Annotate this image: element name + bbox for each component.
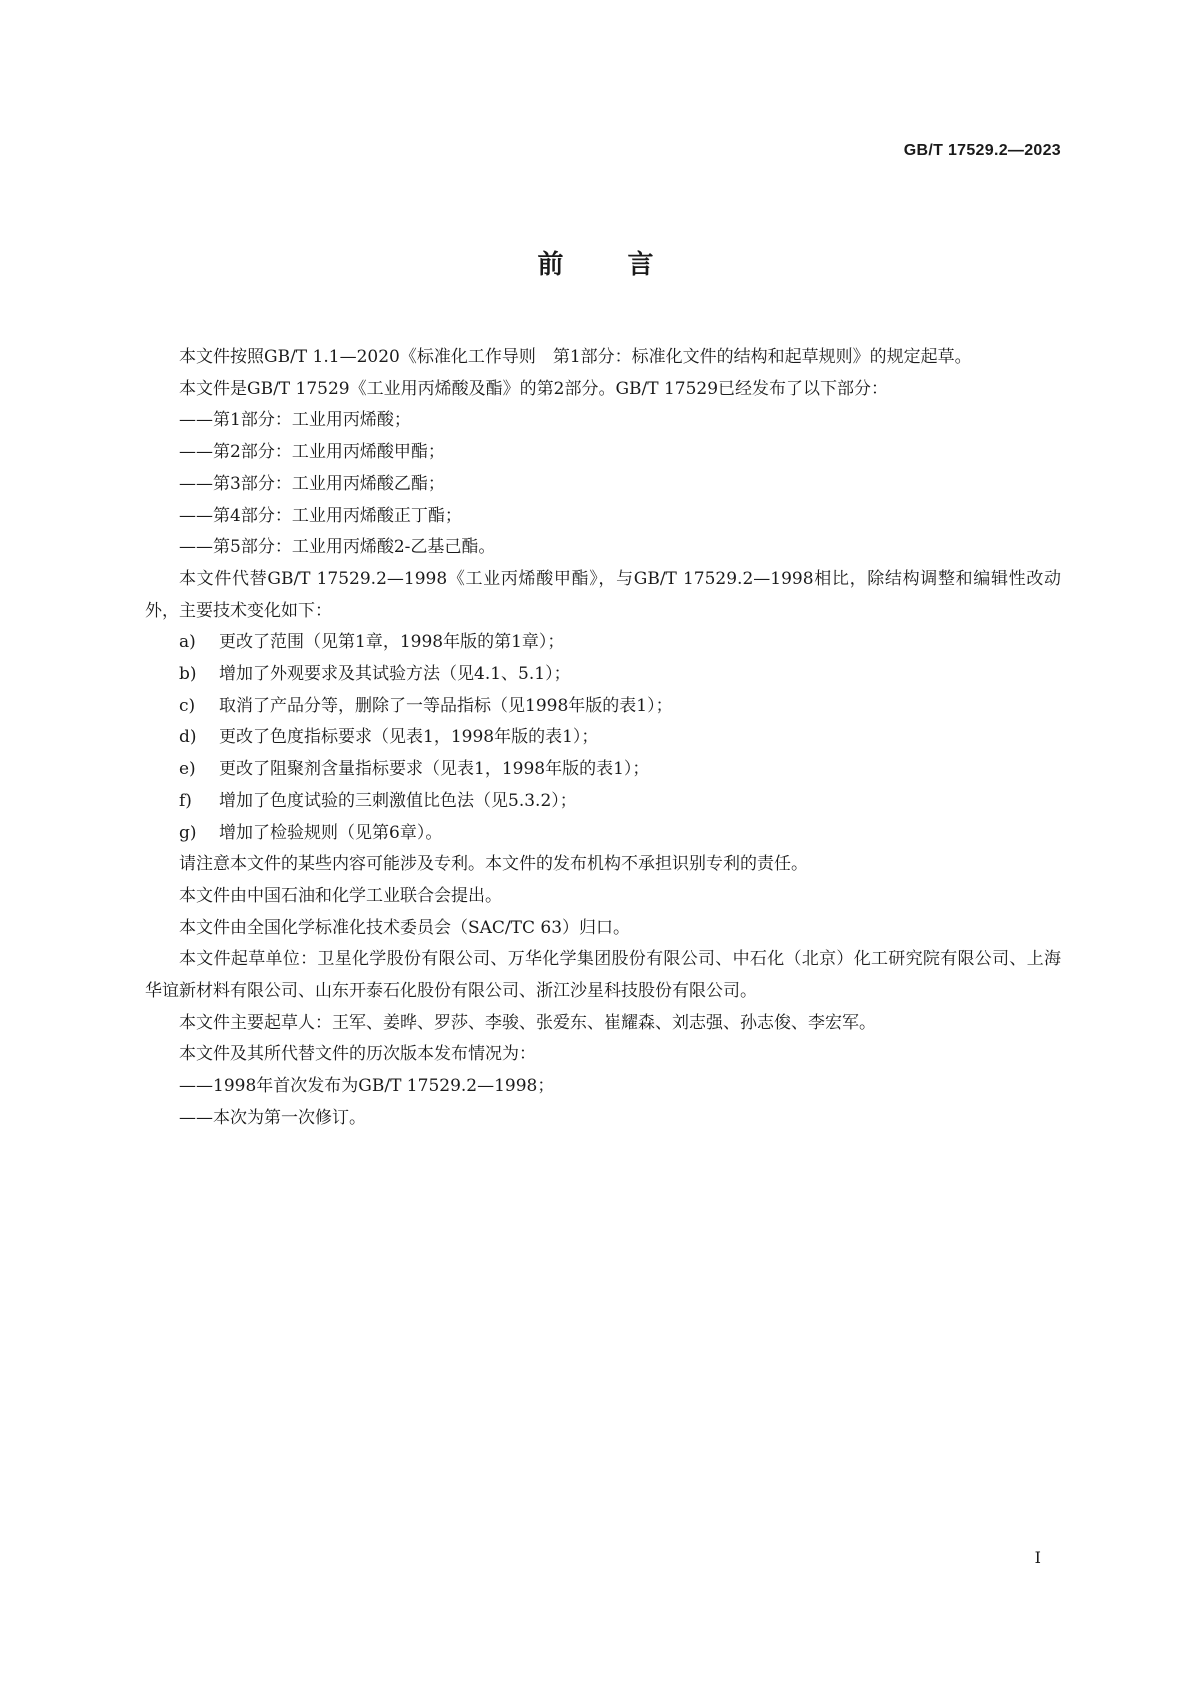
part-list-item: ——第4部分：工业用丙烯酸正丁酯； xyxy=(179,505,462,526)
change-item-label: b) xyxy=(179,664,197,685)
change-item-label: a) xyxy=(179,632,196,653)
change-item xyxy=(145,659,1061,691)
paragraph-patent-notice: 请注意本文件的某些内容可能涉及专利。本文件的发布机构不承担识别专利的责任。 xyxy=(179,854,808,875)
change-item xyxy=(145,754,1061,786)
paragraph-version-history: 本文件及其所代替文件的历次版本发布情况为： xyxy=(179,1044,536,1065)
paragraph-drafting-organizations: 本文件起草单位：卫星化学股份有限公司、万华化学集团股份有限公司、中石化（北京）化工研究院有限公司、上海华谊新材料有限公司、山东开泰石化股份有限公司、浙江沙星科技股份有限公司。 xyxy=(145,949,1061,1002)
change-item-label: d) xyxy=(179,727,197,748)
paragraph-proposer: 本文件由中国石油和化学工业联合会提出。 xyxy=(179,885,502,906)
standard-number: GB/T 17529.2—2023 xyxy=(903,142,1061,159)
page-number: I xyxy=(1034,1548,1041,1567)
history-list-item: ——本次为第一次修订。 xyxy=(179,1107,366,1128)
paragraph-replacement: 本文件代替GB/T 17529.2—1998《工业丙烯酸甲酯》，与GB/T 17529.2—1998相比，除结构调整和编辑性改动外，主要技术变化如下： xyxy=(145,568,1061,621)
change-item-text: 更改了色度指标要求（见表1，1998年版的表1）； xyxy=(219,727,599,748)
change-item xyxy=(145,818,1061,850)
part-list-item: ——第1部分：工业用丙烯酸； xyxy=(179,410,411,431)
change-item xyxy=(145,627,1061,659)
history-list-item: ——1998年首次发布为GB/T 17529.2—1998； xyxy=(179,1076,555,1097)
change-item-text: 增加了检验规则（见第6章）。 xyxy=(219,822,443,843)
change-item xyxy=(145,722,1061,754)
part-list-item: ——第3部分：工业用丙烯酸乙酯； xyxy=(179,473,445,494)
paragraph-drafters: 本文件主要起草人：王军、姜晔、罗莎、李骏、张爱东、崔耀森、刘志强、孙志俊、李宏军。 xyxy=(179,1012,876,1033)
change-item-label: c) xyxy=(179,695,196,716)
page-title: 前言 xyxy=(537,250,718,280)
change-item-text: 更改了范围（见第1章，1998年版的第1章）； xyxy=(219,632,565,653)
change-item-text: 增加了外观要求及其试验方法（见4.1、5.1）； xyxy=(219,664,571,685)
paragraph-drafting-rules: 本文件按照GB/T 1.1—2020《标准化工作导则 第1部分：标准化文件的结构和起草规则》的规定起草。 xyxy=(179,347,972,367)
change-item-label: e) xyxy=(179,759,196,780)
foreword-body xyxy=(145,342,1061,1135)
change-item-text: 取消了产品分等，删除了一等品指标（见1998年版的表1）； xyxy=(219,695,673,716)
part-list-item: ——第5部分：工业用丙烯酸2-乙基己酯。 xyxy=(179,537,496,558)
paragraph-series-intro: 本文件是GB/T 17529《工业用丙烯酸及酯》的第2部分。GB/T 17529已经发布了以下部分： xyxy=(179,378,889,399)
change-item xyxy=(145,691,1061,723)
change-item-text: 更改了阻聚剂含量指标要求（见表1，1998年版的表1）； xyxy=(219,759,650,780)
part-list-item: ——第2部分：工业用丙烯酸甲酯； xyxy=(179,442,445,463)
change-item-label: g) xyxy=(179,822,197,843)
change-item xyxy=(145,786,1061,818)
change-item-label: f) xyxy=(179,790,192,811)
change-item-text: 增加了色度试验的三刺激值比色法（见5.3.2）； xyxy=(219,790,577,811)
paragraph-committee: 本文件由全国化学标准化技术委员会（SAC/TC 63）归口。 xyxy=(179,917,631,938)
